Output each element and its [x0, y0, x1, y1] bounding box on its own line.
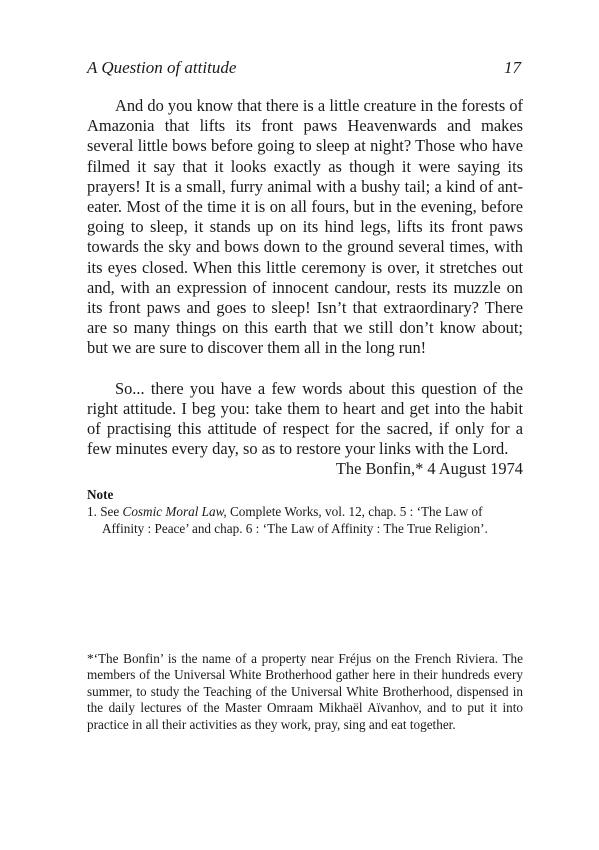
note-work-title: Cosmic Moral Law,	[122, 504, 227, 519]
footnote-bonfin: *‘The Bonfin’ is the name of a property near Fréjus on the French Riviera. The members of the Universal White Brotherhood gather here in their hundreds every summer, to study the Teaching of the Universal White Brotherhood, dispensed in the daily lectures of the Master Omraam Mikhaël Aïvanhov, and to put it into practice in all their activities as they work, pray, sing and eat together.	[87, 651, 523, 732]
main-text	[87, 96, 523, 480]
note-see: See	[100, 504, 120, 519]
signature-line: The Bonfin,* 4 August 1974	[335, 459, 523, 479]
note-rest: Complete Works, vol. 12, chap. 5 : ‘The Law of Affinity : Peace’ and chap. 6 : ‘The Law of Affinity : The True Religion’.	[102, 504, 488, 536]
note-item	[87, 503, 523, 537]
paragraph-ant-eater: And do you know that there is a little creature in the forests of Amazonia that lifts its front paws Heavenwards and makes several little bows before going to sleep at night? Those who have filmed it say that it looks exactly as though it were saying its prayers! It is a small, furry animal with a bushy tail; a kind of ant-eater. Most of the time it is on all fours, but in the evening, before going to sleep, it stands up on its hind legs, lifts its front paws towards the sky and bows down to the ground several times, with its eyes closed. When this little ceremony is over, it stretches out and, with an expression of innocent candour, rests its muzzle on its front paws and goes to sleep! Isn’t that extraordinary? There are so many things on this earth that we still don’t know about; but we are sure to discover them all in the long run!	[87, 96, 523, 358]
running-header	[87, 58, 521, 78]
chapter-title: A Question of attitude	[87, 58, 237, 77]
endnote-section	[87, 486, 523, 537]
note-number: 1.	[87, 504, 97, 519]
note-heading: Note	[87, 487, 114, 502]
paragraph-right-attitude: So... there you have a few words about this question of the right attitude. I beg you: take them to heart and get into the habit of practising this attitude of respect for the sacred, if only for a few minutes every day, so as to restore your links with the Lord.	[87, 378, 523, 459]
page-number: 17	[504, 58, 521, 77]
